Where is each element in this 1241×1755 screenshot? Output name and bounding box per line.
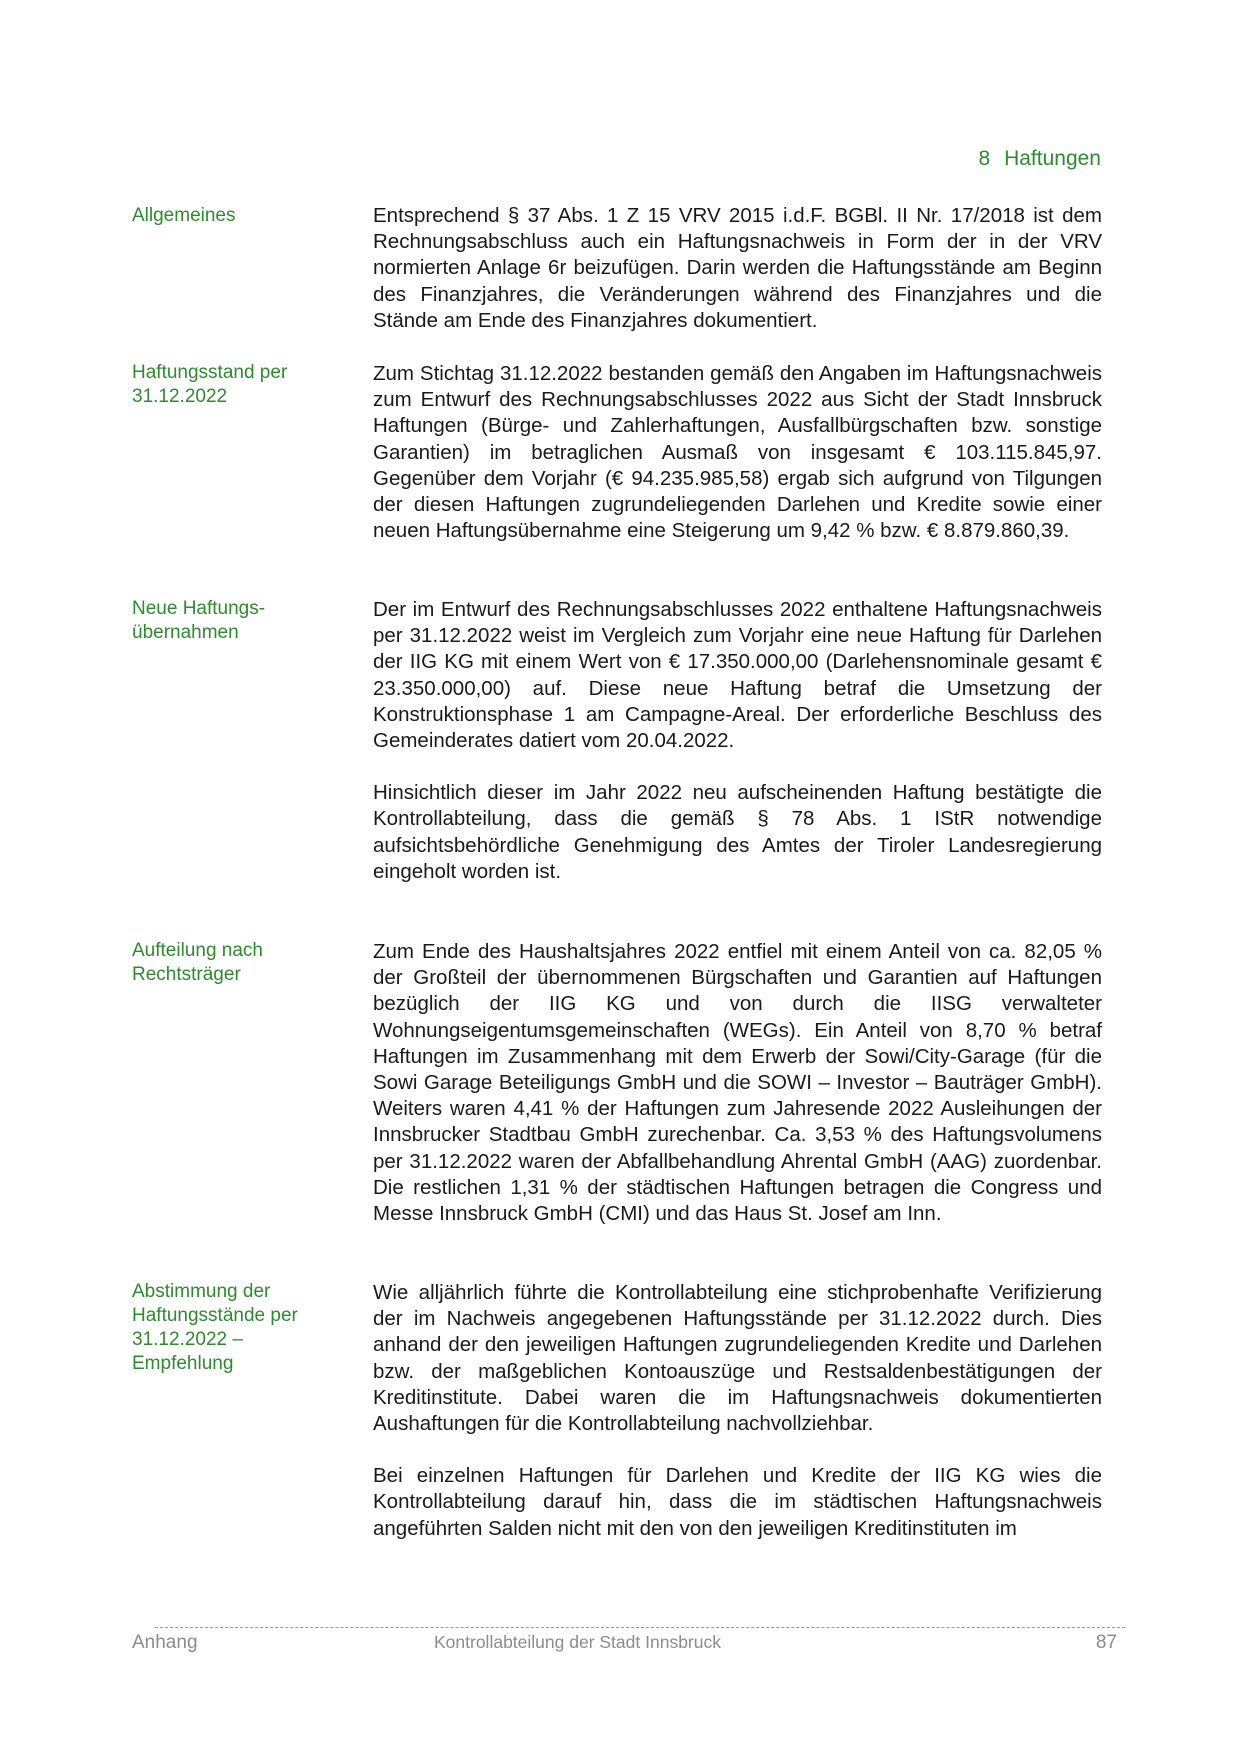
margin-label-abstimmung [132, 1280, 352, 1376]
paragraph: Bei einzelnen Haftungen für Darlehen und Kredite der IIG KG wies die Kontrollabteilung darauf hin, dass die im städtischen Haftungsnachweis angeführten Salden nicht mit den von den jeweiligen Kreditinstituten im [373, 1464, 1102, 1540]
paragraph-block-aufteilung [373, 939, 1102, 1227]
margin-label-line: Aufteilung nach [132, 940, 263, 961]
section-heading [979, 147, 1101, 171]
margin-label-line: übernahmen [132, 622, 239, 643]
margin-label-line: Abstimmung der [132, 1281, 271, 1302]
margin-label-line: Neue Haftungs- [132, 598, 266, 619]
paragraph: Entsprechend § 37 Abs. 1 Z 15 VRV 2015 i.d.F. BGBl. II Nr. 17/2018 ist dem Rechnungsabschluss auch ein Haftungsnachweis in Form der in der VRV normierten Anlage 6r beizufügen. Darin werden die Haftungsstände am Beginn des Finanzjahres, die Veränderungen während des Finanzjahres und die Stände am Ende des Finanzjahres dokumentiert. [373, 204, 1102, 332]
paragraph: Wie alljährlich führte die Kontrollabteilung eine stichprobenhafte Verifizierung der im Nachweis angegebenen Haftungsstände per 31.12.2022 durch. Dies anhand der den jeweiligen Haftungen zugrundeliegenden Kredite und Darlehen bzw. der maßgeblichen Kontoauszüge und Restsaldenbestätigungen der Kreditinstitute. Dabei waren die im Haftungsnachweis dokumentierten Aushaftungen für die Kontrollabteilung nachvollziehbar. [373, 1281, 1102, 1436]
margin-label-line: 31.12.2022 [132, 386, 228, 407]
margin-label-line: Empfehlung [132, 1353, 234, 1374]
margin-label-haftungsstand [132, 361, 352, 409]
paragraph-block-abstimmung [373, 1280, 1102, 1542]
footer-divider [155, 1627, 1125, 1628]
margin-label-line: Haftungsstand per [132, 362, 288, 383]
paragraph-block-neue-haftungsuebernahmen [373, 597, 1102, 885]
section-number: 8 [978, 147, 991, 170]
margin-label-neue-haftungsuebernahmen [132, 597, 352, 645]
margin-label-aufteilung [132, 939, 352, 987]
footer-organisation: Kontrollabteilung der Stadt Innsbruck [434, 1632, 721, 1652]
paragraph: Zum Stichtag 31.12.2022 bestanden gemäß den Angaben im Haftungsnachweis zum Entwurf des Rechnungsabschlusses 2022 aus Sicht der Stadt Innsbruck Haftungen (Bürge- und Zahlerhaftungen, Ausfallbürgschaften bzw. sonstige Garantien) im betraglichen Ausmaß von insgesamt € 103.115.845,97. Gegenüber dem Vorjahr (€ 94.235.985,58) ergab sich aufgrund von Tilgungen der diesen Haftungen zugrundeliegenden Darlehen und Kredite sowie einer neuen Haftungsübernahme eine Steigerung um 9,42 % bzw. € 8.879.860,39. [373, 362, 1102, 543]
page-number: 87 [1095, 1632, 1117, 1653]
paragraph: Zum Ende des Haushaltsjahres 2022 entfiel mit einem Anteil von ca. 82,05 % der Großteil der übernommenen Bürgschaften und Garantien auf Haftungen bezüglich der IIG KG und von durch die IISG verwalteter Wohnungseigentumsgemeinschaften (WEGs). Ein Anteil von 8,70 % betraf Haftungen im Zusammenhang mit dem Erwerb der Sowi/City-Garage (für die Sowi Garage Beteiligungs GmbH und die SOWI – Investor – Bauträger GmbH). Weiters waren 4,41 % der Haftungen zum Jahresende 2022 Ausleihungen der Innsbrucker Stadtbau GmbH zurechenbar. Ca. 3,53 % des Haftungsvolumens per 31.12.2022 waren der Abfallbehandlung Ahrental GmbH (AAG) zuordenbar. Die restlichen 1,31 % der städtischen Haftungen betragen die Congress und Messe Innsbruck GmbH (CMI) und das Haus St. Josef am Inn. [373, 940, 1102, 1226]
paragraph-block-allgemeines [373, 203, 1102, 334]
footer-chapter: Anhang [132, 1632, 198, 1653]
margin-label-line: Haftungsstände per [132, 1305, 298, 1326]
margin-label-allgemeines [132, 204, 352, 228]
margin-label-line: Rechtsträger [132, 964, 241, 985]
margin-label-line: 31.12.2022 – [132, 1329, 243, 1350]
paragraph: Der im Entwurf des Rechnungsabschlusses 2022 enthaltene Haftungsnachweis per 31.12.2022 weist im Vergleich zum Vorjahr eine neue Haftung für Darlehen der IIG KG mit einem Wert von € 17.350.000,00 (Darlehensnominale gesamt € 23.350.000,00) auf. Diese neue Haftung betraf die Umsetzung der Konstruktionsphase 1 am Campagne-Areal. Der erforderliche Beschluss des Gemeinderates datiert vom 20.04.2022. [373, 598, 1102, 753]
section-title: Haftungen [1004, 147, 1101, 170]
paragraph-block-haftungsstand [373, 361, 1102, 544]
paragraph: Hinsichtlich dieser im Jahr 2022 neu aufscheinenden Haftung bestätigte die Kontrollabteilung, dass die gemäß § 78 Abs. 1 IStR notwendige aufsichtsbehördliche Genehmigung des Amtes der Tiroler Landesregierung eingeholt worden ist. [373, 781, 1102, 883]
margin-label-line: Allgemeines [132, 205, 236, 226]
